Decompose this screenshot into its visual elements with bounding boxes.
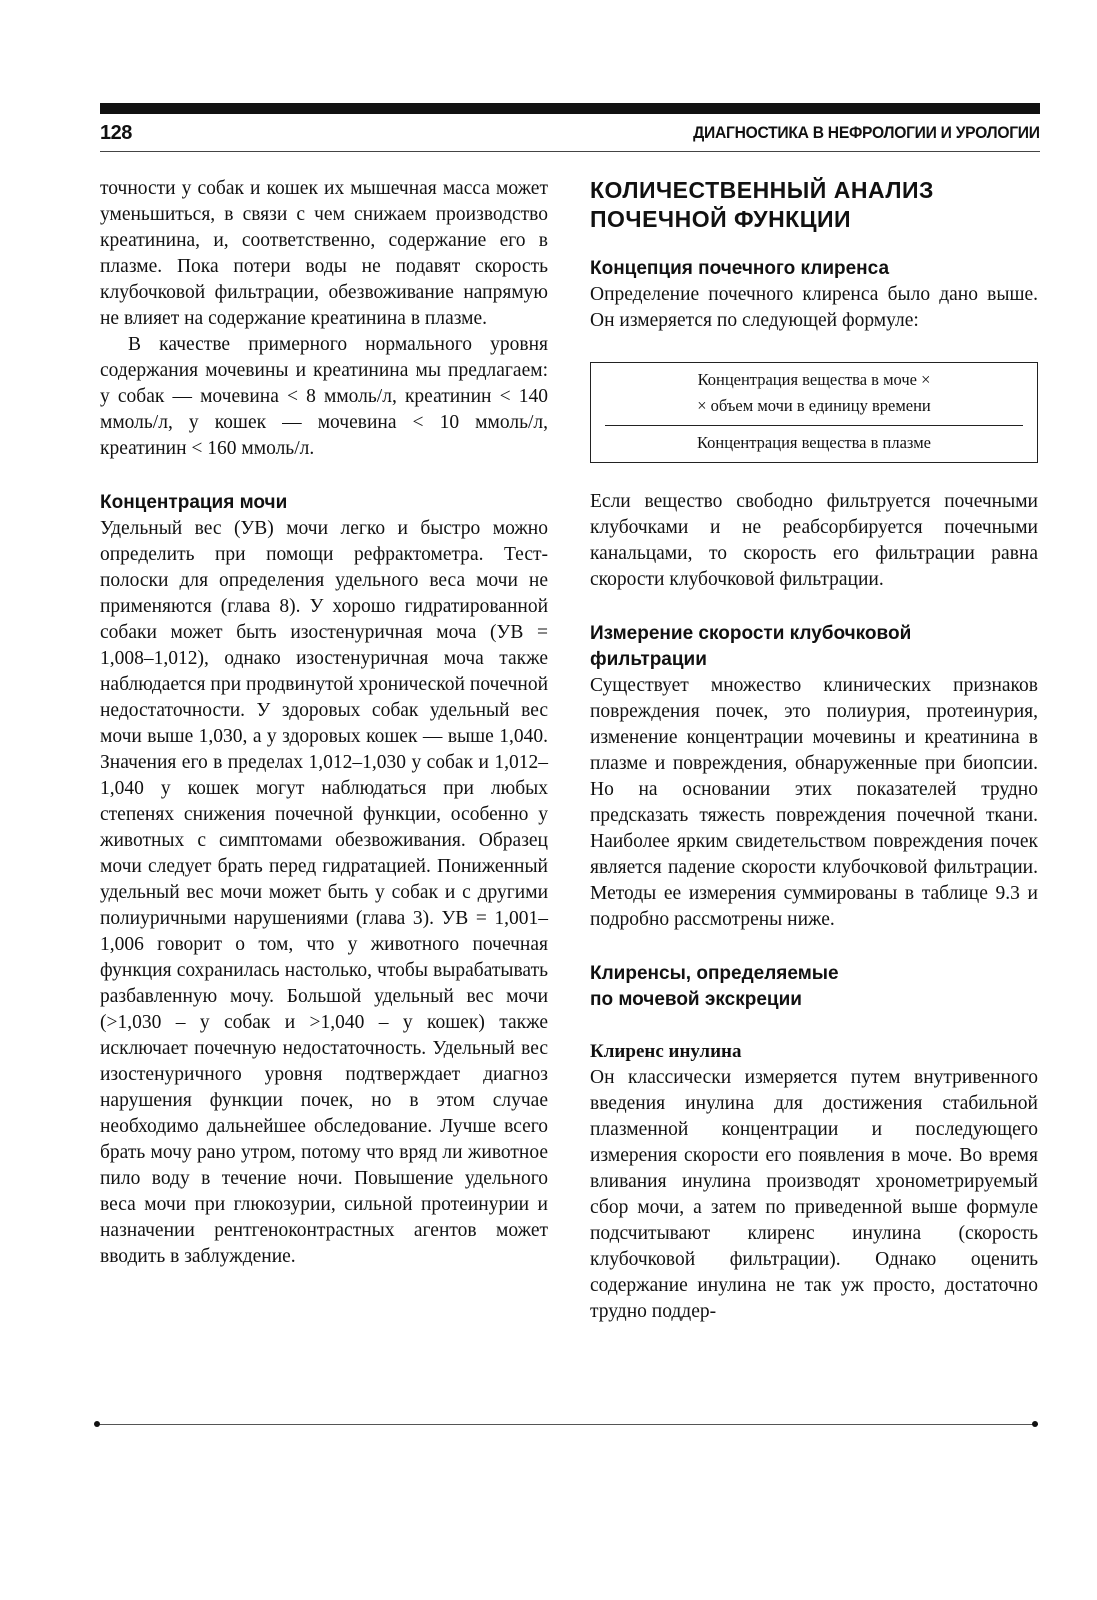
- clearance-formula-box: [590, 362, 1038, 463]
- heading-clearance-concept: Концепция почечного клиренса: [590, 258, 890, 279]
- section-title: [590, 176, 1038, 234]
- heading-gfr-line-2: фильтрации: [590, 649, 707, 670]
- right-paragraph-after-formula: Если вещество свободно фильтруется почечными клубочками и не реабсорбируется почечными канальцами, то скорость его фильтрации равна скорости клубочковой фильтрации.: [590, 491, 1038, 590]
- heading-excretion-line-2: по мочевой экскреции: [590, 989, 802, 1010]
- left-column: [100, 176, 548, 1270]
- right-paragraph-intro: Определение почечного клиренса было дано выше. Он измеряется по следующей формуле:: [590, 284, 1038, 331]
- heading-gfr-measurement: [590, 621, 1038, 673]
- section-title-line-1: КОЛИЧЕСТВЕННЫЙ АНАЛИЗ: [590, 177, 934, 203]
- running-head: ДИАГНОСТИКА В НЕФРОЛОГИИ И УРОЛОГИИ: [693, 123, 1040, 142]
- header-underline: [100, 151, 1040, 152]
- footer-dot-left: [94, 1421, 100, 1427]
- right-paragraph-inulin: Он классически измеряется путем внутривенного введения инулина для достижения стабильной плазменной концентрации и последующего измерения скорости его появления в моче. Во время вливания инулина производят хронометрируемый сбор мочи, а затем по приведенной выше формуле подсчитывают клиренс инулина (скорость клубочковой фильтрации). Однако оценить содержание инулина не так уж просто, достаточно трудно поддер-: [590, 1067, 1038, 1322]
- heading-inulin-clearance: Клиренс инулина: [590, 1041, 742, 1062]
- formula-denominator: Концентрация вещества в плазме: [697, 433, 931, 452]
- heading-urine-concentration: Концентрация мочи: [100, 492, 288, 513]
- page-header: [100, 122, 1040, 150]
- header-top-rule: [100, 103, 1040, 114]
- page-number: 128: [100, 122, 132, 144]
- right-column: [590, 176, 1038, 1325]
- footer-rule: [96, 1424, 1038, 1425]
- heading-excretion-line-1: Клиренсы, определяемые: [590, 963, 839, 984]
- left-paragraph-1: точности у собак и кошек их мышечная масса может уменьшиться, в связи с чем снижаем производство креатинина, и, соответственно, содержание его в плазме. Пока потери воды не подавят скорость клубочковой фильтрации, обезвоживание напрямую не влияет на содержание креатинина в плазме.: [100, 178, 548, 329]
- right-paragraph-gfr: Существует множество клинических признаков повреждения почек, это полиурия, протеинурия, изменение концентрации мочевины и креатинина в плазме и повреждения, обнаруженные при биопсии. Но на основании этих показателей трудно предсказать тяжесть повреждения почечной ткани. Наиболее ярким свидетельством повреждения почек является падение скорости клубочковой фильтрации. Методы ее измерения суммированы в таблице 9.3 и подробно рассмотрены ниже.: [590, 675, 1038, 930]
- heading-gfr-line-1: Измерение скорости клубочковой: [590, 623, 912, 644]
- left-paragraph-3: Удельный вес (УВ) мочи легко и быстро можно определить при помощи рефрактометра. Тест-полоски для определения удельного веса мочи не применяются (глава 8). У хорошо гидратированной собаки может быть изостенуричная моча (УВ = 1,008–1,012), однако изостенуричная моча также наблюдается при продвинутой хронической почечной недостаточности. У здоровых собак удельный вес мочи выше 1,030, а у здоровых кошек — выше 1,040. Значения его в пределах 1,012–1,030 у собак и 1,012–1,040 у кошек могут наблюдаться при любых степенях снижения почечной функции, особенно у животных с симптомами обезвоживания. Образец мочи следует брать перед гидратацией. Пониженный удельный вес мочи может быть у собак и с другими полиуричными нарушениями (глава 3). УВ = 1,001–1,006 говорит о том, что у животного почечная функция сохранилась настолько, чтобы вырабатывать разбавленную мочу. Большой удельный вес мочи (>1,030 – у собак и >1,040 – у кошек) также исключает почечную недостаточность. Удельный вес изостенуричного уровня подтверждает диагноз нарушения функции почек, но в этом случае необходимо дальнейшее обследование. Лучше всего брать мочу рано утром, потому что вряд ли животное пило воду в течение ночи. Повышение удельного веса мочи при глюкозурии, сильной протеинурии и назначении рентгеноконтрастных агентов может вводить в заблуждение.: [100, 518, 548, 1267]
- heading-urinary-excretion-clearances: [590, 961, 1038, 1013]
- section-title-line-2: ПОЧЕЧНОЙ ФУНКЦИИ: [590, 206, 852, 232]
- left-paragraph-2: В качестве примерного нормального уровня содержания мочевины и креатинина мы предлагаем: у собак — мочевина < 8 ммоль/л, креатинин < 140 ммоль/л, у кошек — мочевина < 10 ммоль/л, креатинин < 160 ммоль/л.: [100, 334, 548, 459]
- formula-fraction-line: [605, 425, 1023, 426]
- formula-numerator-line-2: × объем мочи в единицу времени: [697, 396, 931, 415]
- footer-dot-right: [1032, 1421, 1038, 1427]
- formula-numerator-line-1: Концентрация вещества в моче ×: [697, 370, 931, 389]
